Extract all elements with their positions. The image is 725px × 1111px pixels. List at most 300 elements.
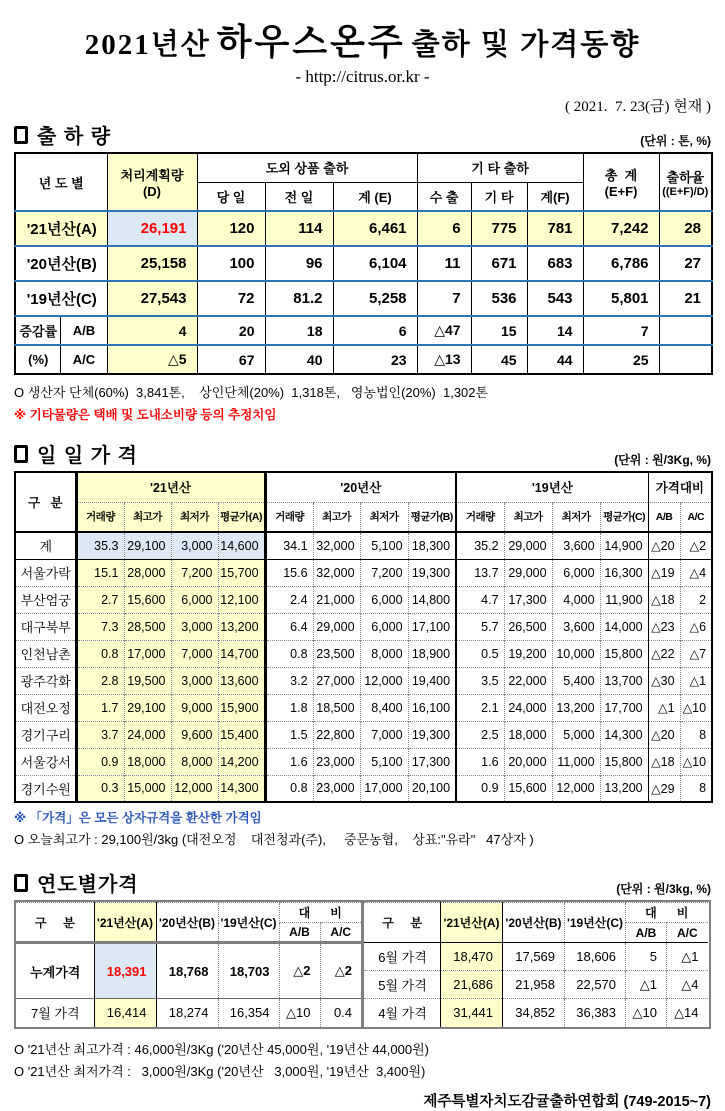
cell: 18,606 (565, 943, 626, 971)
table-row (15, 559, 712, 586)
cell: △23 (648, 613, 680, 640)
cell: 2.8 (76, 667, 124, 694)
col-header: 기 타 (471, 182, 527, 211)
col-header-compare: 대 비 (279, 903, 361, 923)
col-header: 계(F) (527, 182, 583, 211)
cell: 543 (527, 281, 583, 316)
cell: 18,470 (441, 943, 503, 971)
cell: 13,200 (552, 694, 600, 721)
cell: 72 (197, 281, 265, 316)
col-header: 전 일 (265, 182, 333, 211)
cell: 18,000 (504, 721, 552, 748)
cell: △2 (320, 943, 361, 999)
footer-org: 제주특별자치도감귤출하연합회 (749-2015~7) (423, 1093, 711, 1110)
col-header: 거래량 (76, 502, 124, 532)
cell: 3,600 (552, 532, 600, 559)
cell: 17,569 (503, 943, 565, 971)
cell: 7월 가격 (16, 999, 94, 1027)
cell: 8,000 (360, 640, 408, 667)
cell: 775 (471, 211, 527, 246)
cell: △10 (680, 748, 712, 775)
cell: 35.3 (76, 532, 124, 559)
cell: 24,000 (124, 721, 171, 748)
cell: 14,700 (218, 640, 265, 667)
title-product: 하우스온주 (216, 21, 406, 62)
cell: 26,191 (107, 211, 197, 246)
cell: 17,300 (504, 586, 552, 613)
cell: △10 (680, 694, 712, 721)
cell: 7,000 (171, 640, 218, 667)
yearly-table-left (16, 902, 361, 1027)
cell: 7 (417, 281, 471, 316)
label: ((E+F)/D) (662, 185, 709, 198)
cell: 6 (417, 211, 471, 246)
col-header: 평균가(B) (408, 502, 456, 532)
cell: 100 (197, 246, 265, 281)
cell: 40 (265, 345, 333, 374)
cell: 4월 가격 (363, 999, 441, 1027)
cell: 28,000 (124, 559, 171, 586)
cell: 5월 가격 (363, 971, 441, 999)
cell: 1.8 (265, 694, 313, 721)
table-row (15, 748, 712, 775)
section-square-icon (14, 126, 28, 144)
col-header-year: 년 도 별 (15, 153, 107, 211)
cell: 7,000 (360, 721, 408, 748)
cell: △1 (680, 667, 712, 694)
cell: △1 (626, 971, 667, 999)
daily-note-blue: ※ 「가격」은 모든 상자규격을 환산한 가격임 (14, 811, 262, 825)
col-header: 최고가 (124, 502, 171, 532)
cell: 13,600 (218, 667, 265, 694)
col-header-plan (107, 153, 197, 211)
col-header: A/B (626, 923, 667, 943)
cell: 5,000 (552, 721, 600, 748)
title-year: 2021년산 (84, 29, 211, 61)
cell: 19,300 (408, 721, 456, 748)
cell: 6,461 (333, 211, 417, 246)
title-rest: 출하 및 가격동향 (411, 29, 641, 61)
cell: △4 (667, 971, 708, 999)
cell: △30 (648, 667, 680, 694)
section-square-icon (14, 445, 28, 463)
cell: 1.6 (265, 748, 313, 775)
cell: 32,000 (313, 532, 360, 559)
cell: 5,801 (583, 281, 659, 316)
cell: 32,000 (313, 559, 360, 586)
cell: 3.2 (265, 667, 313, 694)
col-header: 거래량 (265, 502, 313, 532)
header-row (363, 903, 708, 923)
cell: 7,200 (171, 559, 218, 586)
header-row (15, 472, 712, 502)
cell: 5,100 (360, 748, 408, 775)
header-row (15, 153, 712, 182)
cell: △47 (417, 316, 471, 345)
cell: 3,000 (171, 667, 218, 694)
section-header-daily (14, 439, 711, 468)
cell: 누계가격 (16, 943, 94, 999)
cell: 15.1 (76, 559, 124, 586)
cell: 9,000 (171, 694, 218, 721)
cell: 15.6 (265, 559, 313, 586)
cell: '20년산(B) (15, 246, 107, 281)
col-header: A/C (680, 502, 712, 532)
col-header-y21: '21년산 (76, 472, 265, 502)
cell: 20 (197, 316, 265, 345)
cell: 35.2 (456, 532, 504, 559)
yearly-price-tables (14, 900, 711, 1029)
cell: 28 (659, 211, 712, 246)
cell: 31,441 (441, 999, 503, 1027)
cell: 114 (265, 211, 333, 246)
daily-price-table (14, 471, 713, 803)
cell: 경기수원 (15, 775, 76, 802)
col-header-gubun: 구 분 (15, 472, 76, 532)
cell: 16,100 (408, 694, 456, 721)
table-row (15, 721, 712, 748)
col-header: 평균가(A) (218, 502, 265, 532)
cell: 3,000 (171, 613, 218, 640)
table-row (15, 640, 712, 667)
cell: 23,000 (313, 775, 360, 802)
cell: 0.5 (456, 640, 504, 667)
shipment-note-red: ※ 기타물량은 택배 및 도내소비량 등의 추정치임 (14, 408, 277, 422)
cell: 경기구리 (15, 721, 76, 748)
cell: 18,703 (218, 943, 279, 999)
cell: 6,104 (333, 246, 417, 281)
col-header-compare: 대 비 (626, 903, 708, 923)
section-square-icon (14, 874, 28, 892)
cell: 6 (333, 316, 417, 345)
cell: 23 (333, 345, 417, 374)
table-row (15, 211, 712, 246)
cell: 12,000 (360, 667, 408, 694)
cell: △20 (648, 532, 680, 559)
cell: 15,700 (218, 559, 265, 586)
cell: 21 (659, 281, 712, 316)
col-header-compare: 가격대비 (648, 472, 712, 502)
cell: △10 (626, 999, 667, 1027)
table-row (363, 971, 708, 999)
cell: △1 (667, 943, 708, 971)
cell: △18 (648, 586, 680, 613)
cell: 15,600 (124, 586, 171, 613)
cell: 9,600 (171, 721, 218, 748)
cell: 18 (265, 316, 333, 345)
table-row (15, 586, 712, 613)
cell: 4,000 (552, 586, 600, 613)
cell: 29,000 (504, 559, 552, 586)
cell: 17,300 (408, 748, 456, 775)
cell: 인천남촌 (15, 640, 76, 667)
cell: 29,000 (313, 613, 360, 640)
cell: 16,414 (94, 999, 156, 1027)
col-header: 계 (E) (333, 182, 417, 211)
cell: 6,000 (360, 613, 408, 640)
col-header: 평균가(C) (600, 502, 648, 532)
cell: 27 (659, 246, 712, 281)
table-row (15, 246, 712, 281)
cell: △20 (648, 721, 680, 748)
cell: 20,000 (504, 748, 552, 775)
col-header-y19: '19년산 (456, 472, 648, 502)
cell: 5.7 (456, 613, 504, 640)
table-row (15, 316, 712, 345)
table-row (15, 775, 712, 802)
cell (659, 345, 712, 374)
cell: 2.7 (76, 586, 124, 613)
col-header-total (583, 153, 659, 211)
table-row (15, 694, 712, 721)
cell: △10 (279, 999, 320, 1027)
cell (659, 316, 712, 345)
col-header-c: '19년산(C) (565, 903, 626, 943)
cell: 증감률 (15, 316, 60, 345)
cell: 23,000 (313, 748, 360, 775)
cell: 17,100 (408, 613, 456, 640)
cell: 96 (265, 246, 333, 281)
cell: '21년산(A) (15, 211, 107, 246)
cell: △22 (648, 640, 680, 667)
cell: 27,000 (313, 667, 360, 694)
cell: 14,800 (408, 586, 456, 613)
cell: 45 (471, 345, 527, 374)
cell: 17,000 (124, 640, 171, 667)
cell: 671 (471, 246, 527, 281)
cell: 36,383 (565, 999, 626, 1027)
cell: 17,700 (600, 694, 648, 721)
cell: 14,600 (218, 532, 265, 559)
cell: 18,274 (156, 999, 218, 1027)
yearly-note-1: O '21년산 최고가격 : 46,000원/3Kg ('20년산 45,000원, '19년산 44,000원) (14, 1041, 429, 1057)
cell: 15,400 (218, 721, 265, 748)
cell: 1.7 (76, 694, 124, 721)
section-header-yearly (14, 868, 711, 897)
cell: 25,158 (107, 246, 197, 281)
cell: 2 (680, 586, 712, 613)
cell: 15 (471, 316, 527, 345)
cell: 19,300 (408, 559, 456, 586)
cell: 67 (197, 345, 265, 374)
cell: △4 (680, 559, 712, 586)
cell: △14 (667, 999, 708, 1027)
cell: 13,200 (218, 613, 265, 640)
cell: 0.4 (320, 999, 361, 1027)
cell: △1 (648, 694, 680, 721)
cell: 8 (680, 775, 712, 802)
label: (D) (142, 184, 162, 199)
cell: 0.9 (76, 748, 124, 775)
cell: 13,200 (600, 775, 648, 802)
cell: 6,000 (171, 586, 218, 613)
cell: 서울가락 (15, 559, 76, 586)
cell: 18,391 (94, 943, 156, 999)
unit-label: (단위 : 톤, %) (640, 134, 711, 148)
cell: △5 (107, 345, 197, 374)
table-row (363, 999, 708, 1027)
header-row (16, 903, 361, 923)
col-header: 거래량 (456, 502, 504, 532)
cell: 18,500 (313, 694, 360, 721)
cell: 14,900 (600, 532, 648, 559)
cell: 6,000 (552, 559, 600, 586)
cell: 18,000 (124, 748, 171, 775)
col-header-c: '19년산(C) (218, 903, 279, 943)
section-title: 일 일 가 격 (37, 445, 138, 467)
label: 출하율 (666, 169, 705, 185)
cell: △7 (680, 640, 712, 667)
cell: 3.7 (76, 721, 124, 748)
cell: 3.5 (456, 667, 504, 694)
table-row (15, 667, 712, 694)
cell: 4.7 (456, 586, 504, 613)
cell: 23,500 (313, 640, 360, 667)
report-date: ( 2021. 7. 23(금) 현재 ) (565, 99, 711, 115)
section-header-shipment (14, 120, 711, 149)
table-row (15, 345, 712, 374)
cell: 15,800 (600, 640, 648, 667)
page-title (14, 14, 711, 65)
col-header: A/C (667, 923, 708, 943)
col-header: 당 일 (197, 182, 265, 211)
cell: 15,000 (124, 775, 171, 802)
cell: 계 (15, 532, 76, 559)
cell: 19,200 (504, 640, 552, 667)
cell: 7,242 (583, 211, 659, 246)
cell: 0.3 (76, 775, 124, 802)
cell: 16,300 (600, 559, 648, 586)
cell: 1.6 (456, 748, 504, 775)
cell: 781 (527, 211, 583, 246)
cell: 12,000 (552, 775, 600, 802)
cell: △18 (648, 748, 680, 775)
label: 처리계획량 (120, 168, 184, 183)
cell: 683 (527, 246, 583, 281)
table-row (363, 943, 708, 971)
cell: 536 (471, 281, 527, 316)
cell: △2 (680, 532, 712, 559)
cell: (%) (15, 345, 60, 374)
cell: 81.2 (265, 281, 333, 316)
cell: 0.8 (265, 640, 313, 667)
label: 총 계 (604, 168, 638, 183)
cell: 34.1 (265, 532, 313, 559)
col-header: A/C (320, 923, 361, 943)
cell: 14,300 (218, 775, 265, 802)
col-header: 최고가 (313, 502, 360, 532)
col-header: 최저가 (171, 502, 218, 532)
site-url: - http://citrus.or.kr - (295, 67, 430, 86)
table-row (15, 613, 712, 640)
cell: 14,200 (218, 748, 265, 775)
cell: △13 (417, 345, 471, 374)
cell: 14,300 (600, 721, 648, 748)
col-header: 최저가 (552, 502, 600, 532)
cell: 16,354 (218, 999, 279, 1027)
unit-label: (단위 : 원/3Kg, %) (614, 453, 711, 467)
cell: '19년산(C) (15, 281, 107, 316)
cell: 0.9 (456, 775, 504, 802)
col-header-b: '20년산(B) (156, 903, 218, 943)
cell: 8,000 (171, 748, 218, 775)
col-header-outbound: 도외 상품 출하 (197, 153, 417, 182)
cell: 20,100 (408, 775, 456, 802)
cell: 5,258 (333, 281, 417, 316)
cell: 12,000 (171, 775, 218, 802)
cell: 15,900 (218, 694, 265, 721)
header-row (15, 502, 712, 532)
table-row (16, 943, 361, 999)
shipment-table (14, 152, 713, 375)
cell: 3,600 (552, 613, 600, 640)
col-header: 최고가 (504, 502, 552, 532)
table-row (15, 532, 712, 559)
cell: 대전오정 (15, 694, 76, 721)
cell: 27,543 (107, 281, 197, 316)
cell: 8,400 (360, 694, 408, 721)
cell: 7,200 (360, 559, 408, 586)
cell: 18,900 (408, 640, 456, 667)
col-header: A/B (648, 502, 680, 532)
cell: 29,000 (504, 532, 552, 559)
cell: 대구북부 (15, 613, 76, 640)
cell: 서울강서 (15, 748, 76, 775)
table-row (15, 281, 712, 316)
cell: 10,000 (552, 640, 600, 667)
cell: 8 (680, 721, 712, 748)
cell: 0.8 (265, 775, 313, 802)
cell: 19,500 (124, 667, 171, 694)
shipment-note: O 생산자 단체(60%) 3,841톤, 상인단체(20%) 1,318톤, 영농법인(20%) 1,302톤 (14, 385, 489, 400)
cell: 14,000 (600, 613, 648, 640)
cell: 12,100 (218, 586, 265, 613)
cell: 5,100 (360, 532, 408, 559)
cell: △2 (279, 943, 320, 999)
cell: 15,600 (504, 775, 552, 802)
cell: 14 (527, 316, 583, 345)
cell: 7.3 (76, 613, 124, 640)
cell: 44 (527, 345, 583, 374)
cell: 1.5 (265, 721, 313, 748)
cell: 22,000 (504, 667, 552, 694)
cell: 29,100 (124, 532, 171, 559)
cell: 2.1 (456, 694, 504, 721)
cell: 24,000 (504, 694, 552, 721)
cell: 13.7 (456, 559, 504, 586)
cell: △29 (648, 775, 680, 802)
cell: 0.8 (76, 640, 124, 667)
cell: 26,500 (504, 613, 552, 640)
cell: 5,400 (552, 667, 600, 694)
cell: A/B (60, 316, 107, 345)
col-header-b: '20년산(B) (503, 903, 565, 943)
cell: 13,700 (600, 667, 648, 694)
col-header: A/B (279, 923, 320, 943)
cell: 광주각화 (15, 667, 76, 694)
table-row (16, 999, 361, 1027)
cell: 18,300 (408, 532, 456, 559)
cell: 34,852 (503, 999, 565, 1027)
cell: 15,800 (600, 748, 648, 775)
cell: 25 (583, 345, 659, 374)
cell: 22,800 (313, 721, 360, 748)
cell: 19,400 (408, 667, 456, 694)
unit-label: (단위 : 원/3kg, %) (616, 882, 711, 896)
section-title: 출 하 량 (37, 126, 112, 148)
cell: 22,570 (565, 971, 626, 999)
col-header-gubun: 구 분 (16, 903, 94, 943)
